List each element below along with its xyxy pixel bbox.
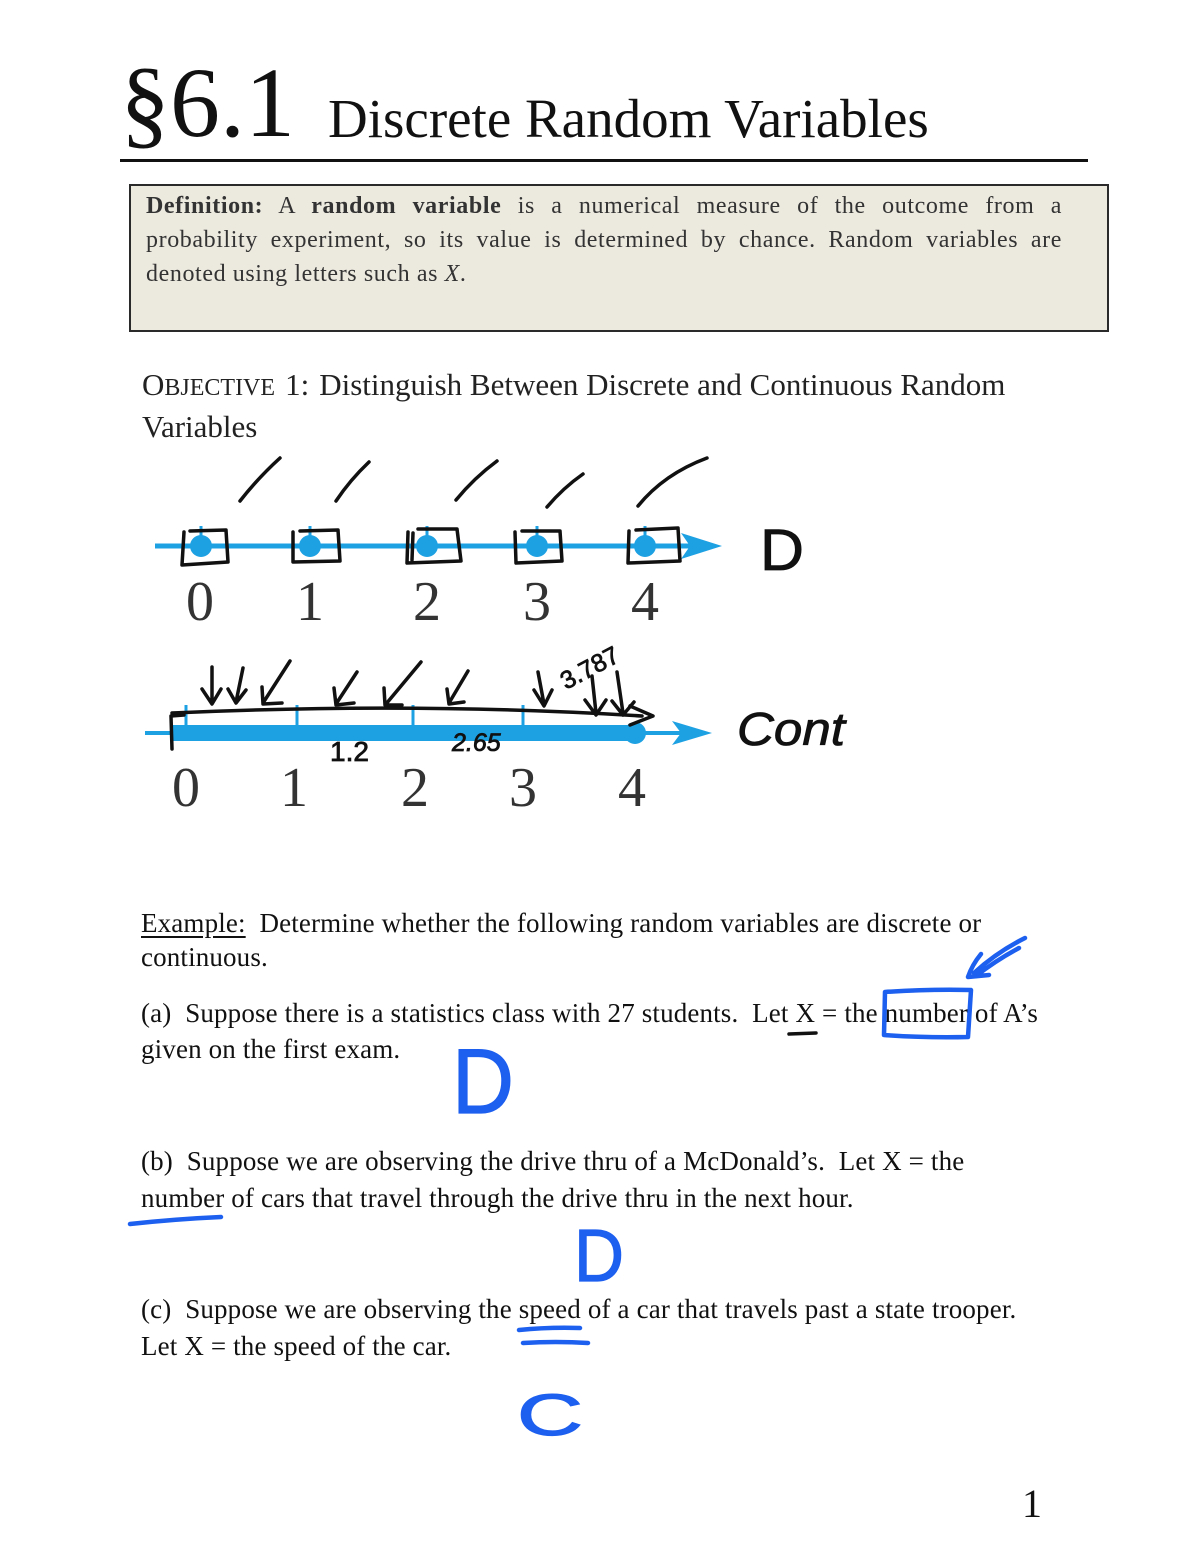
discrete-label-1: 1 <box>296 571 324 633</box>
objective-text: Distinguish Between Discrete and Continuous Random <box>319 367 1006 402</box>
discrete-dot-0 <box>190 535 212 557</box>
definition-line-2: probability experiment, so its value is determined by chance. Random variables are <box>146 227 1062 253</box>
discrete-label-3: 3 <box>523 571 551 633</box>
continuous-label-1: 1 <box>280 757 308 819</box>
discrete-dot-4 <box>634 535 656 557</box>
hand-value-1: 1.2 <box>330 736 369 767</box>
continuous-label-3: 3 <box>509 757 537 819</box>
hand-label-continuous: Cont <box>737 703 848 755</box>
hand-underline-number-b <box>130 1217 221 1224</box>
part-a-line-2: given on the first exam. <box>141 1034 401 1064</box>
objective-label: OBJECTIVE <box>142 367 276 402</box>
example-line-2: continuous. <box>141 942 268 972</box>
hand-arrow-1 <box>202 667 221 704</box>
hand-arrow-to-number <box>968 938 1025 977</box>
definition-term: random variable <box>311 193 502 219</box>
definition-label: Definition: <box>146 193 264 219</box>
hand-check-0 <box>240 458 280 501</box>
objective-heading-line-2: Variables <box>142 409 258 444</box>
hand-box-number <box>884 990 971 1038</box>
definition-text: is a numerical measure of the outcome from a <box>501 193 1063 219</box>
continuous-interval-segment <box>172 725 635 741</box>
hand-arrow-5 <box>384 662 421 705</box>
definition-variable: X <box>444 261 460 287</box>
hand-check-3 <box>547 474 583 507</box>
hand-arrow-3 <box>262 661 290 704</box>
hand-answer-c: C <box>517 1383 583 1448</box>
discrete-dot-1 <box>299 535 321 557</box>
discrete-number-line <box>155 526 722 633</box>
hand-value-2: 2.65 <box>452 729 501 757</box>
part-b-line-2: number of cars that travel through the drive thru in the next hour. <box>141 1183 854 1213</box>
continuous-label-0: 0 <box>172 757 200 819</box>
hand-underline-x <box>789 1033 816 1034</box>
example-label: Example: <box>141 908 246 938</box>
continuous-label-2: 2 <box>401 757 429 819</box>
definition-text: A <box>263 193 312 219</box>
part-c-line-2: Let X = the speed of the car. <box>141 1331 452 1361</box>
hand-double-underline-speed <box>519 1328 588 1343</box>
hand-check-2 <box>456 461 497 500</box>
hand-arrow-9 <box>612 672 634 715</box>
page-number: 1 <box>1022 1481 1042 1526</box>
hand-answer-b: D <box>574 1214 624 1297</box>
discrete-dot-2 <box>416 535 438 557</box>
hand-arrow-7 <box>534 672 552 706</box>
hand-arrow-4 <box>334 672 357 705</box>
hand-value-3: 3.787 <box>555 641 625 696</box>
hand-answer-a: D <box>452 1031 514 1133</box>
hand-check-1 <box>336 462 369 501</box>
hand-arrow-6 <box>447 671 468 704</box>
hand-interval-arc <box>172 708 642 716</box>
continuous-handwriting <box>171 641 847 767</box>
example-handwriting <box>130 938 1025 1448</box>
continuous-endpoint-dot <box>624 722 646 744</box>
definition-text: . <box>459 261 467 287</box>
page-title: Discrete Random Variables <box>328 88 929 149</box>
hand-check-4 <box>638 458 707 506</box>
example-instruction: Determine whether the following random variables are discrete or <box>245 908 982 938</box>
hand-label-discrete: D <box>760 518 804 583</box>
discrete-label-4: 4 <box>631 571 659 633</box>
part-b-line-1: (b) Suppose we are observing the drive thru of a McDonald’s. Let X = the <box>141 1146 965 1176</box>
objective-number: 1: <box>285 367 310 402</box>
discrete-label-0: 0 <box>186 571 214 633</box>
hand-arrow-2 <box>228 668 246 703</box>
discrete-label-2: 2 <box>413 571 441 633</box>
definition-text: denoted using letters such as <box>146 261 445 287</box>
part-c-line-1: (c) Suppose we are observing the speed of a car that travels past a state trooper. <box>141 1294 1017 1324</box>
discrete-dot-3 <box>526 535 548 557</box>
section-number: §6.1 <box>120 47 295 158</box>
part-a-line-1: (a) Suppose there is a statistics class with 27 students. Let X = the number of A’s <box>141 998 1039 1028</box>
discrete-handwriting <box>182 458 804 583</box>
continuous-number-line <box>145 705 712 819</box>
continuous-label-4: 4 <box>618 757 646 819</box>
